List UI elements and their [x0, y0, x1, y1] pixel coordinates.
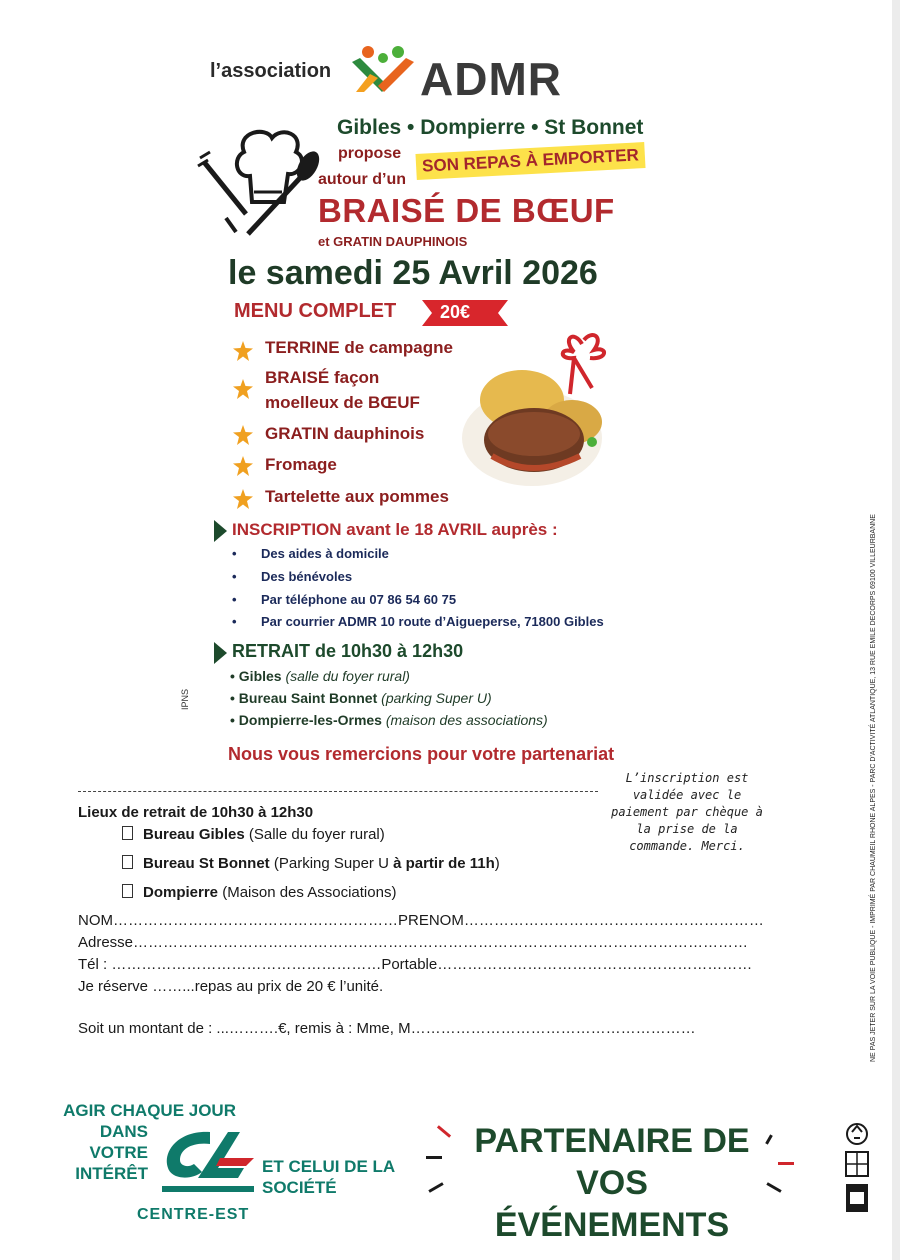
menu-label: MENU COMPLET [234, 300, 397, 322]
menu-item-5: Tartelette aux pommes [265, 487, 449, 506]
retrait-place: • Bureau Saint Bonnet (parking Super U) [230, 690, 492, 706]
decoration-stroke [437, 1125, 451, 1138]
ipns-mark: IPNS [180, 688, 190, 710]
lieu-close: ) [494, 855, 500, 872]
reserve-field[interactable]: Je réserve ……...repas au prix de 20 € l’unité. [78, 978, 384, 995]
beef-dish-photo [462, 330, 622, 490]
ca-slogan-line: DANS VOTRE [89, 1122, 148, 1162]
checkbox[interactable] [122, 884, 133, 898]
inscription-bullet-dot: • [232, 614, 237, 629]
nom-field[interactable]: NOM…………………………………………………PRENOM…………………………………………………… [78, 912, 764, 929]
inscription-item: Par téléphone au 07 86 54 60 75 [261, 592, 457, 607]
triangle-bullet-icon [214, 520, 227, 542]
lieu-detail: (Maison des Associations) [218, 884, 397, 901]
inscription-bullet-dot: • [232, 546, 237, 561]
inscription-title: INSCRIPTION avant le 18 AVRIL auprès : [232, 520, 558, 539]
ca-celui-line: SOCIÉTÉ [262, 1178, 337, 1197]
decoration-stroke [426, 1156, 442, 1159]
lieu-name: Bureau Gibles [143, 826, 245, 843]
retrait-place-detail: (maison des associations) [385, 712, 548, 728]
triangle-bullet-icon [214, 642, 227, 664]
payment-note: L’inscription est validée avec le paiement par chèque à la prise de la commande. Merci. [611, 771, 763, 853]
montant-field[interactable]: Soit un montant de : ...……….€, remis à : Mme, M………………………………………………… [78, 1020, 696, 1037]
thanks-line: Nous vous remercions pour votre partenariat [228, 744, 615, 764]
ca-celui [262, 1156, 395, 1198]
propose-label: propose [338, 145, 402, 162]
dish-title: BRAISÉ DE BŒUF [318, 192, 615, 229]
decoration-stroke [428, 1182, 443, 1193]
lieu-detail: (Salle du foyer rural) [244, 826, 385, 843]
ca-slogan-line: AGIR CHAQUE JOUR [63, 1101, 236, 1120]
recycle-logos [842, 1122, 872, 1214]
inscription-bullet-dot: • [232, 569, 237, 584]
inscription-item: Par courrier ADMR 10 route d’Aigueperse, 71800 Gibles [261, 614, 604, 629]
adresse-field[interactable]: Adresse…………………………………………………………………………………………………………… [78, 934, 749, 951]
menu-item-2: BRAISÉ façon [265, 368, 380, 387]
star-icon [232, 455, 254, 477]
partner-banner [462, 1120, 762, 1246]
retrait-place-detail: (salle du foyer rural) [285, 668, 410, 684]
tel-field[interactable]: Tél : ………………………………………………Portable……………………………………………………… [78, 956, 753, 973]
ca-celui-line: ET CELUI DE LA [262, 1157, 396, 1176]
star-icon [232, 488, 254, 510]
association-label: l’association [210, 60, 332, 82]
lieux-title: Lieux de retrait de 10h30 à 12h30 [78, 804, 314, 821]
menu-item-3: GRATIN dauphinois [265, 424, 425, 443]
star-icon [232, 424, 254, 446]
lieu-extra: à partir de 11h [393, 855, 495, 872]
decoration-stroke [766, 1182, 781, 1193]
towns-line: Gibles • Dompierre • St Bonnet [337, 116, 644, 139]
page-edge [892, 0, 900, 1260]
retrait-place-detail: (parking Super U) [381, 690, 492, 706]
inscription-item: Des aides à domicile [261, 546, 389, 561]
menu-price: 20€ [440, 302, 471, 322]
lieu-option[interactable] [122, 884, 396, 901]
inscription-bullet-dot: • [232, 592, 237, 607]
retrait-place: • Gibles (salle du foyer rural) [230, 668, 410, 684]
lieu-option[interactable] [122, 855, 500, 872]
menu-item-1: TERRINE de campagne [265, 338, 453, 357]
cut-line [78, 791, 598, 792]
ca-slogan-line: INTÉRÊT [75, 1164, 148, 1183]
star-icon [232, 378, 254, 400]
retrait-title: RETRAIT de 10h30 à 12h30 [232, 641, 464, 661]
credit-agricole-logo [158, 1128, 258, 1196]
partner-line: VOS ÉVÉNEMENTS [494, 1164, 730, 1244]
decoration-stroke [778, 1162, 794, 1165]
star-icon [232, 340, 254, 362]
decoration-stroke [765, 1134, 773, 1144]
admr-people-logo [348, 44, 418, 96]
menu-item-4: Fromage [265, 455, 337, 474]
retrait-place-name: Bureau Saint Bonnet [238, 690, 378, 706]
printer-credit: NE PAS JETER SUR LA VOIE PUBLIQUE - IMPRIMÉ PAR CHAUMEIL RHONE ALPES - PARC D'ACTIVITÉ ATLANTIQUE, 13 RUE EMILE DECORPS 69100 VILLEURBANNE [870, 514, 877, 1062]
inscription-item: Des bénévoles [261, 569, 353, 584]
lieu-option[interactable] [122, 826, 385, 843]
autour-label: autour d’un [318, 171, 406, 188]
admr-brand: ADMR [420, 53, 562, 105]
dish-subtitle: et GRATIN DAUPHINOIS [318, 234, 468, 249]
checkbox[interactable] [122, 826, 133, 840]
chef-hat-illustration [196, 122, 320, 240]
lieu-name: Dompierre [143, 884, 219, 901]
checkbox[interactable] [122, 855, 133, 869]
lieu-detail: (Parking Super U [269, 855, 394, 872]
retrait-place: • Dompierre-les-Ormes (maison des associations) [230, 712, 548, 728]
event-date: le samedi 25 Avril 2026 [228, 254, 598, 292]
ca-region: CENTRE-EST [137, 1206, 250, 1223]
retrait-place-name: Dompierre-les-Ormes [238, 712, 382, 728]
lieu-name: Bureau St Bonnet [143, 855, 270, 872]
retrait-place-name: Gibles [238, 668, 282, 684]
partner-line: PARTENAIRE DE [474, 1122, 750, 1160]
menu-item-2b: moelleux de BŒUF [265, 393, 420, 412]
emporter-banner: SON REPAS À EMPORTER [415, 142, 645, 180]
